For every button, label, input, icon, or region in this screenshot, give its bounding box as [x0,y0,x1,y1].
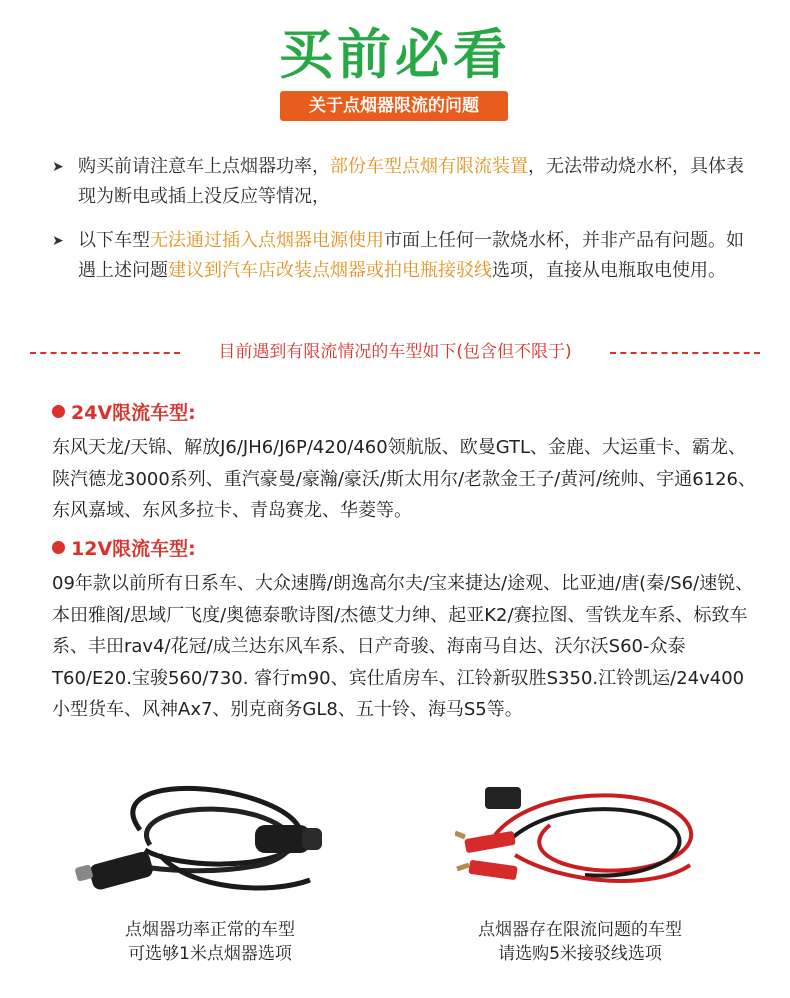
left-caption-line-1: 点烟器功率正常的车型 [125,920,295,940]
battery-clamp-cable-image [455,775,715,910]
highlight-text: 部份车型点烟有限流装置 [330,156,528,177]
page-title: 买前必看 [279,23,511,86]
notice-text-segment: 以下车型 [78,230,150,251]
notice-text-segment: 购买前请注意车上点烟器功率， [78,156,330,177]
models-24v: 东风天龙/天锦、解放J6/JH6/J6P/420/460领航版、欧曼GTL、金鹿、大运重卡、霸龙、陕汽德龙3000系列、重汽豪曼/豪瀚/豪沃/斯太用尔/老款金王子/黄河/统帅、宇通6126、东风嘉域、东风多拉卡、青岛赛龙、华菱等。 [52,437,757,521]
subtitle-badge: 关于点烟器限流的问题 [280,91,508,121]
cigarette-lighter-cable-image [70,770,360,910]
red-dot-icon [52,541,65,554]
left-caption-line-2: 可选够1米点烟器选项 [128,944,292,964]
right-product-caption [430,918,730,966]
highlight-text: 建议到汽车店改装点烟器或拍电瓶接驳线 [168,260,492,281]
notice-2 [52,226,752,286]
notice-1-text [52,152,752,212]
heading-12v [52,536,196,562]
models-12v: 09年款以前所有日系车、大众速腾/朗逸高尔夫/宝来捷达/途观、比亚迪/唐(秦/S6/速锐、本田雅阁/思域厂飞度/奥德泰歌诗图/杰德艾力绅、起亚K2/赛拉图、雪铁龙车系、标致车系、丰田rav4/花冠/成兰达东风车系、日产奇骏、海南马自达、沃尔沃S60-众泰T60/E20.宝骏560/730. 睿行m90、宾仕盾房车、江铃新驭胜S350.江铃凯运/24v400小型货车、风神Ax7、别克商务GL8、五十铃、海马S5等。 [52,573,754,720]
highlight-text: 无法通过插入点烟器电源使用 [150,230,384,251]
divider-label: 目前遇到有限流情况的车型如下(包含但不限于) [214,342,575,362]
section-divider [30,340,760,364]
notice-2-text [52,226,752,286]
notice-1 [52,152,752,212]
left-product-caption [60,918,360,966]
right-caption-line-2: 请选购5米接驳线选项 [498,944,662,964]
notice-text-segment: 市面上任何一款烧水杯，并非产品有问题。如遇上述问题 [78,230,744,281]
heading-24v [52,400,196,426]
notice-text-segment: 选项，直接从电瓶取电使用。 [492,260,726,281]
bullet-arrow-icon: ➤ [52,159,64,175]
right-caption-line-1: 点烟器存在限流问题的车型 [478,920,682,940]
heading-24v-label: 24V限流车型: [71,402,196,424]
red-dot-icon [52,405,65,418]
heading-12v-label: 12V限流车型: [71,538,196,560]
bullet-arrow-icon: ➤ [52,233,64,249]
notice-text-segment: ，无法带动烧水杯，具体表现为断电或插上没反应等情况， [78,156,744,207]
